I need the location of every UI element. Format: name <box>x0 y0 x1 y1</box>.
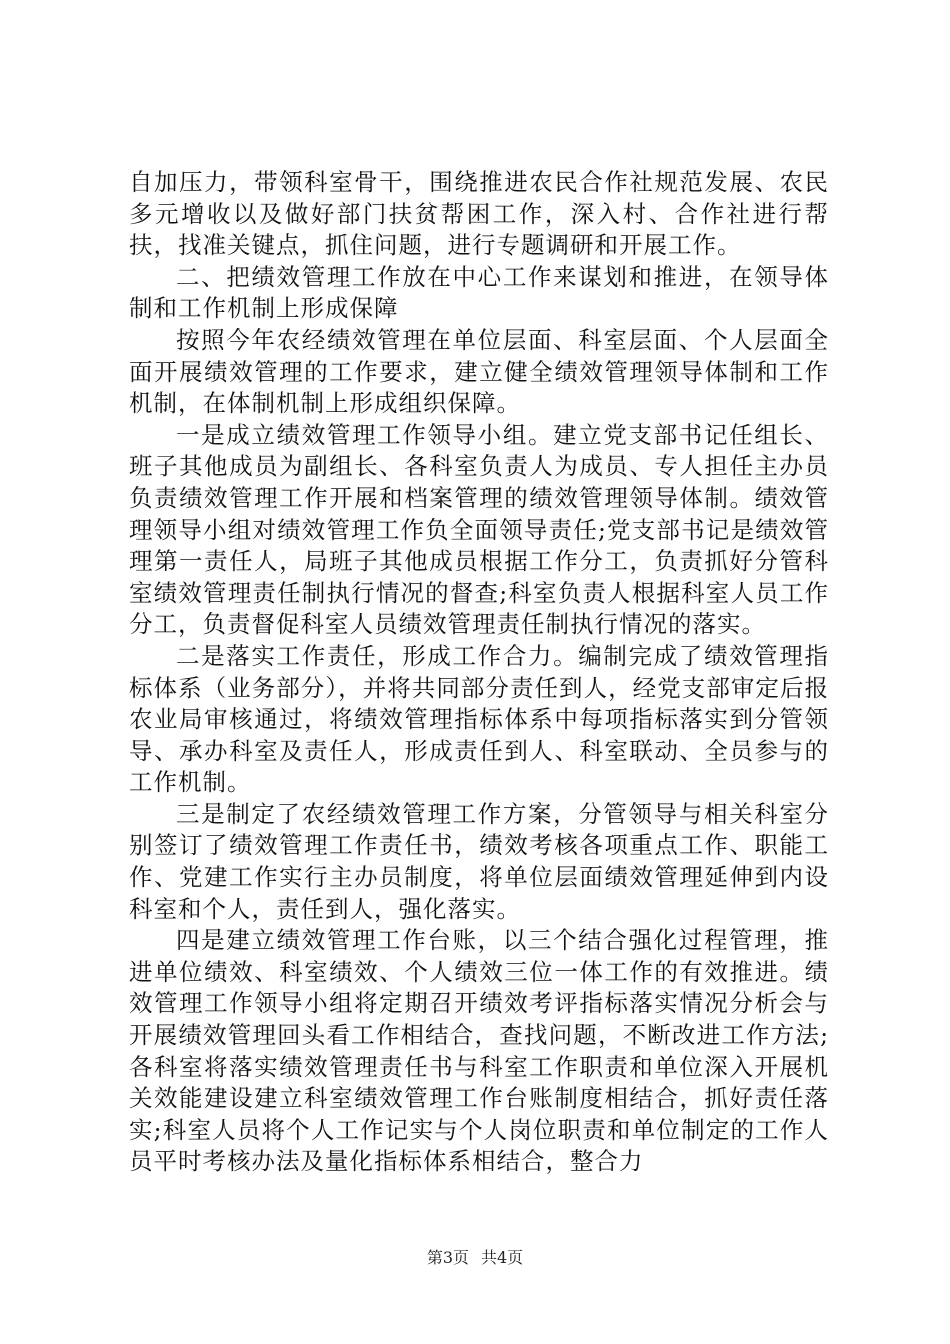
paragraph-7: 四是建立绩效管理工作台账，以三个结合强化过程管理，推进单位绩效、科室绩效、个人绩效三位一体工作的有效推进。绩效管理工作领导小组将定期召开绩效考评指标落实情况分析会与开展绩效管理回头看工作相结合，查找问题，不断改进工作方法;各科室将落实绩效管理责任书与科室工作职责和单位深入开展机关效能建设建立科室绩效管理工作台账制度相结合，抓好责任落实;科室人员将个人工作记实与个人岗位职责和单位制定的工作人员平时考核办法及量化指标体系相结合，整合力 <box>129 926 829 1176</box>
page-number: 第3页 <box>426 1248 469 1267</box>
paragraph-1: 自加压力，带领科室骨干，围绕推进农民合作社规范发展、农民多元增收以及做好部门扶贫帮困工作，深入村、合作社进行帮扶，找准关键点，抓住问题，进行专题调研和开展工作。 <box>129 168 829 260</box>
paragraph-2-heading: 二、把绩效管理工作放在中心工作来谋划和推进，在领导体制和工作机制上形成保障 <box>129 262 829 323</box>
paragraph-5: 二是落实工作责任，形成工作合力。编制完成了绩效管理指标体系（业务部分），并将共同部分责任到人，经党支部审定后报农业局审核通过，将绩效管理指标体系中每项指标落实到分管领导、承办科室及责任人，形成责任到人、科室联动、全员参与的工作机制。 <box>129 641 829 797</box>
page-total: 共4页 <box>481 1248 524 1267</box>
paragraph-3: 按照今年农经绩效管理在单位层面、科室层面、个人层面全面开展绩效管理的工作要求，建立健全绩效管理领导体制和工作机制，在体制机制上形成组织保障。 <box>129 325 829 418</box>
paragraph-4: 一是成立绩效管理工作领导小组。建立党支部书记任组长、班子其他成员为副组长、各科室负责人为成员、专人担任主办员负责绩效管理工作开展和档案管理的绩效管理领导体制。绩效管理领导小组对绩效管理工作负全面领导责任;党支部书记是绩效管理第一责任人，局班子其他成员根据工作分工，负责抓好分管科室绩效管理责任制执行情况的督查;科室负责人根据科室人员工作分工，负责督促科室人员绩效管理责任制执行情况的落实。 <box>129 420 829 639</box>
document-body <box>129 167 829 1178</box>
paragraph-6: 三是制定了农经绩效管理工作方案，分管领导与相关科室分别签订了绩效管理工作责任书，绩效考核各项重点工作、职能工作、党建工作实行主办员制度，将单位层面绩效管理延伸到内设科室和个人，责任到人，强化落实。 <box>129 799 829 923</box>
page-footer <box>0 1245 950 1268</box>
